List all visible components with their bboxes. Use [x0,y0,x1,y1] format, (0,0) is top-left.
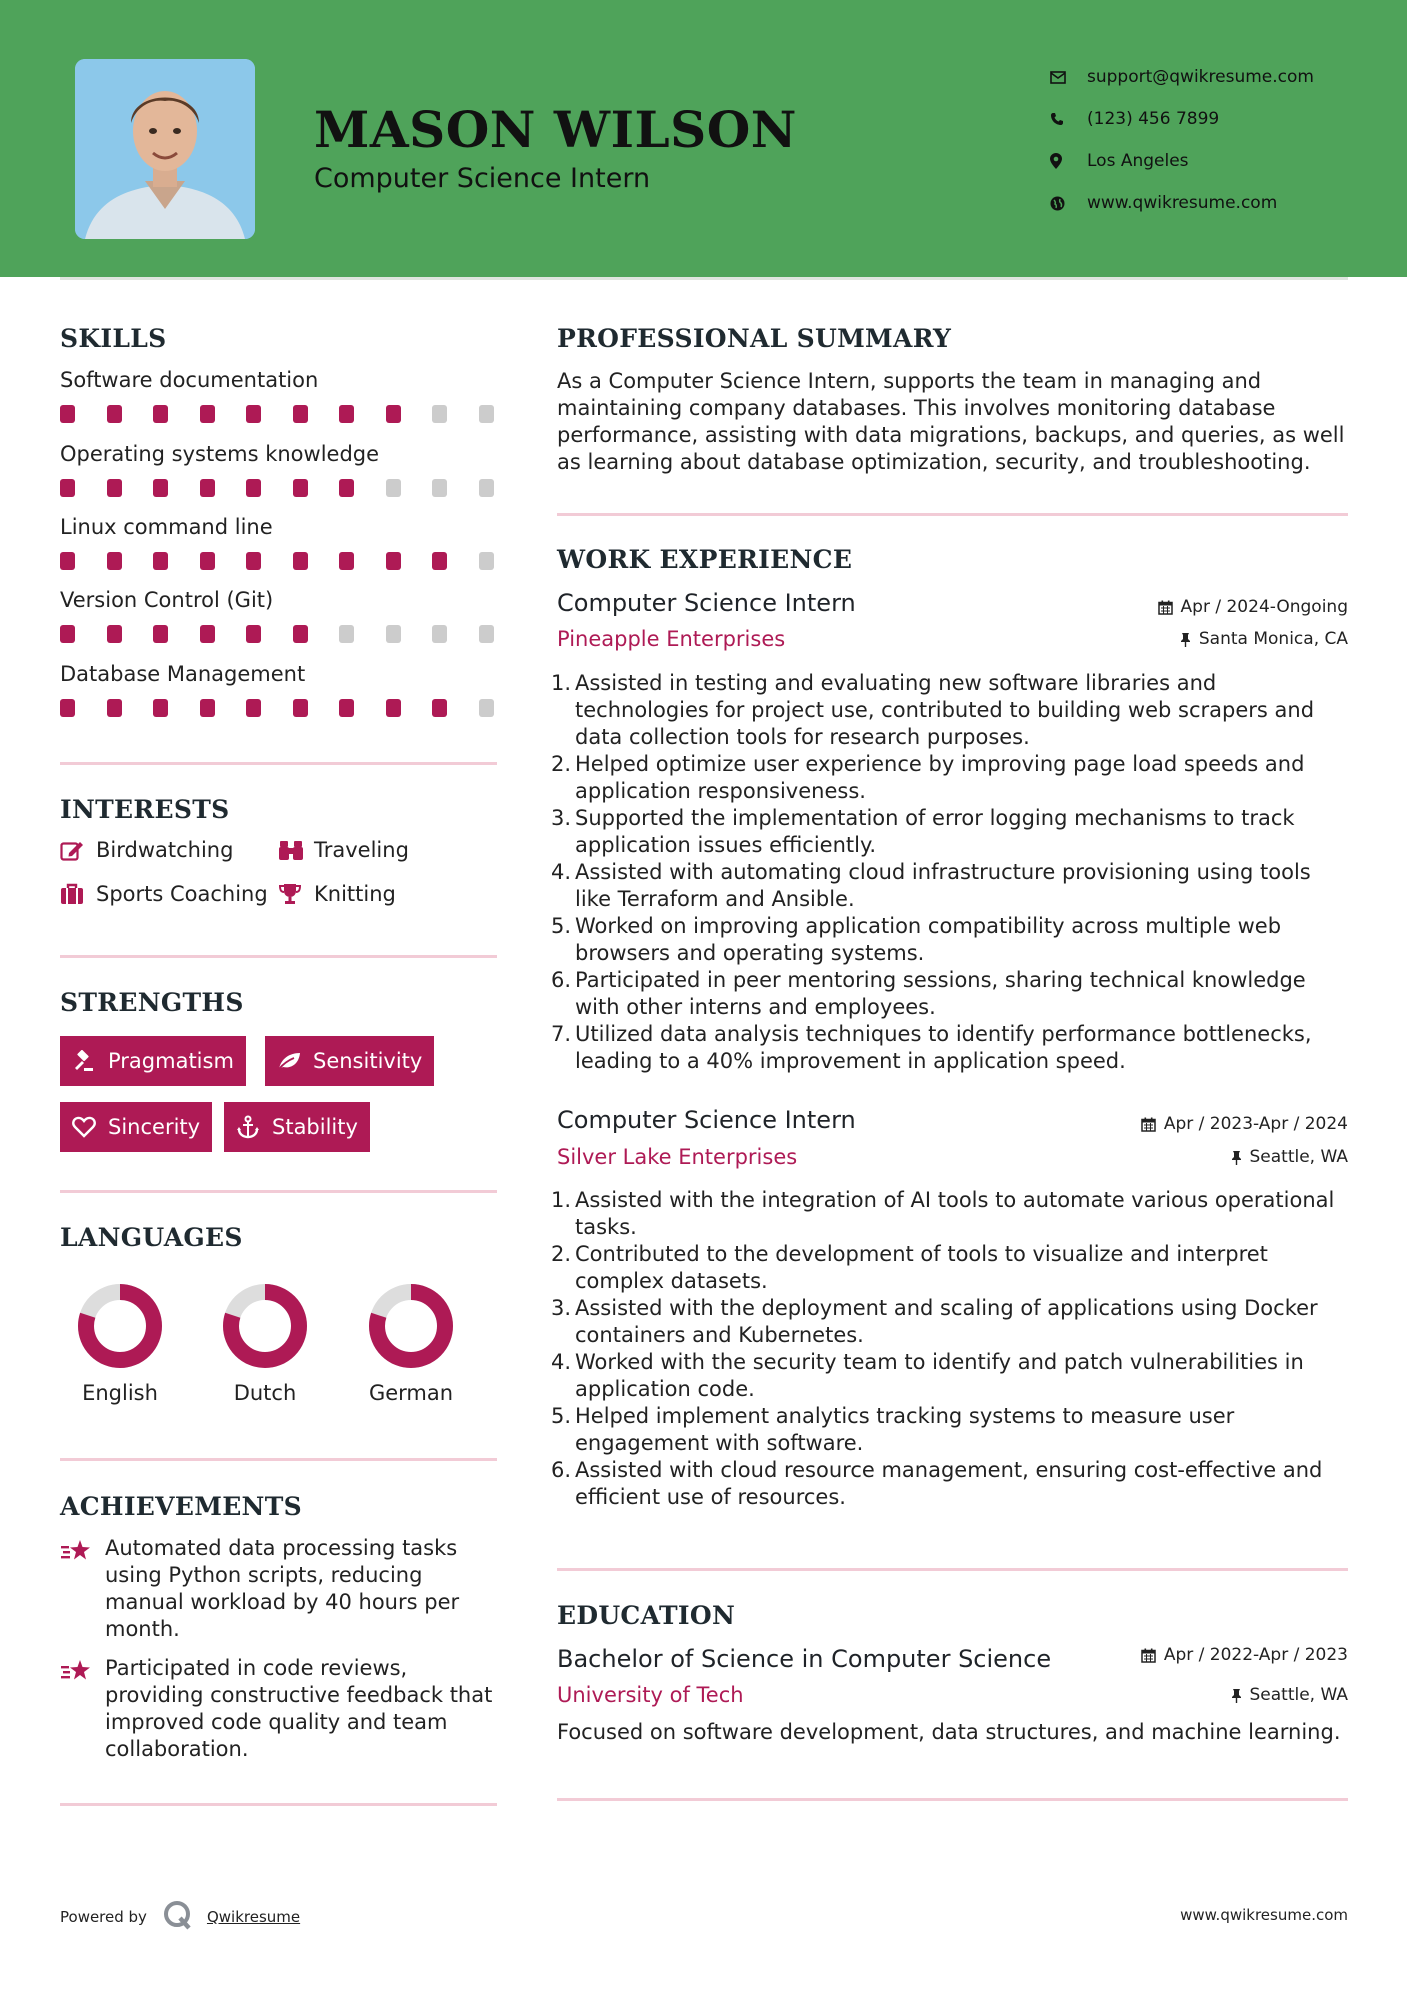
interest-item [278,882,396,906]
bullet-number: 2. [551,1242,572,1266]
map-pin-icon [1050,153,1087,169]
language-label: English [82,1381,158,1405]
skill-dot-filled [293,699,308,717]
leaf-icon [277,1051,313,1071]
interest-label: Sports Coaching [96,882,268,906]
calendar-icon [1141,1117,1156,1132]
strength-badge [265,1036,434,1086]
contact-email-text: support@qwikresume.com [1087,67,1314,87]
skill-dot-empty [479,405,494,423]
bullet-text: Assisted with the deployment and scaling of applications using Docker containers and Kubernetes. [575,1296,1318,1347]
skill-dot-empty [386,625,401,643]
bullet-number: 6. [551,968,572,992]
education-heading: EDUCATION [557,1601,736,1630]
job-bullet [551,1241,1351,1295]
skill-dot-filled [60,699,75,717]
job-location-text: Seattle, WA [1249,1147,1348,1167]
interest-label: Traveling [314,838,409,862]
bullet-text: Assisted with cloud resource management, ensuring cost-effective and efficient use of resources. [575,1458,1323,1509]
job-date-text: Apr / 2023-Apr / 2024 [1163,1114,1348,1134]
language-proficiency-ring [77,1283,163,1369]
language-proficiency-ring [368,1283,454,1369]
skill-rating [60,479,500,497]
pushpin-icon [1231,1150,1242,1165]
job-bullet [551,751,1351,805]
skill-dot-filled [200,625,215,643]
bullet-text: Helped implement analytics tracking systems to measure user engagement with software. [575,1404,1235,1455]
skill-dot-filled [60,405,75,423]
bullet-number: 6. [551,1458,572,1482]
skill-rating [60,405,500,423]
skill-dot-filled [246,405,261,423]
skill-dot-filled [293,625,308,643]
education-date-text: Apr / 2022-Apr / 2023 [1163,1645,1348,1665]
job-location-text: Santa Monica, CA [1198,629,1348,649]
bullet-text: Helped optimize user experience by improving page load speeds and application responsiveness. [575,752,1305,803]
job-bullet [551,967,1351,1021]
skill-label: Linux command line [60,515,273,539]
skill-dot-empty [432,479,447,497]
section-divider [60,1803,497,1806]
job-bullet [551,805,1351,859]
contact-list [1050,56,1314,224]
bullet-text: Worked with the security team to identify and patch vulnerabilities in application code. [575,1350,1304,1401]
bullet-text: Supported the implementation of error logging mechanisms to track application issues efficiently. [575,806,1295,857]
phone-icon [1050,112,1087,126]
skill-dot-filled [386,405,401,423]
skill-dot-filled [107,552,122,570]
skill-dot-filled [60,552,75,570]
job-title: Computer Science Intern [557,1106,856,1134]
job-bullet [551,1403,1351,1457]
heart-icon [72,1116,108,1138]
skill-dot-filled [153,479,168,497]
skill-dot-filled [339,479,354,497]
job-bullet [551,1021,1351,1075]
globe-icon [1050,196,1087,211]
strength-label: Stability [272,1115,358,1139]
skill-dot-filled [60,479,75,497]
skill-dot-filled [246,625,261,643]
education-location [1231,1685,1349,1705]
powered-by-text: Powered by [60,1908,147,1926]
company-name: Silver Lake Enterprises [557,1145,798,1169]
job-bullet [551,1349,1351,1403]
shooting-star-icon [60,1655,105,1763]
bullet-number: 1. [551,671,572,695]
strength-badge [60,1102,212,1152]
job-bullet [551,1295,1351,1349]
company-name: Pineapple Enterprises [557,627,786,651]
skill-dot-filled [200,552,215,570]
job-title: Computer Science Intern [557,589,856,617]
skill-label: Version Control (Git) [60,588,274,612]
skill-dot-filled [432,699,447,717]
summary-heading: PROFESSIONAL SUMMARY [557,324,952,353]
skill-dot-filled [293,405,308,423]
skill-dot-filled [386,552,401,570]
interest-label: Knitting [314,882,396,906]
bullet-number: 2. [551,752,572,776]
footer-website-link[interactable]: www.qwikresume.com [1180,1906,1348,1924]
strength-badge [60,1036,246,1086]
language-item [60,1283,180,1405]
qwikresume-link[interactable]: Qwikresume [206,1908,301,1926]
binoculars-icon [278,839,314,861]
job-location [1180,629,1348,649]
education-location-text: Seattle, WA [1249,1685,1348,1705]
bullet-number: 1. [551,1188,572,1212]
skill-dot-empty [479,552,494,570]
skill-label: Software documentation [60,368,319,392]
skill-dot-filled [107,699,122,717]
skill-dot-filled [246,699,261,717]
job-bullet [551,1187,1351,1241]
job-bullet [551,1457,1351,1511]
bullet-number: 3. [551,1296,572,1320]
skill-dot-filled [339,405,354,423]
education-description: Focused on software development, data structures, and machine learning. [557,1720,1341,1744]
school-name: University of Tech [557,1683,744,1707]
bullet-text: Participated in peer mentoring sessions, sharing technical knowledge with other interns and employees. [575,968,1306,1019]
person-portrait-icon [75,59,255,239]
skill-dot-filled [200,699,215,717]
profile-photo [75,59,255,239]
skill-dot-empty [386,479,401,497]
job-bullet-list [551,1187,1351,1511]
skill-rating [60,625,500,643]
contact-location-text: Los Angeles [1087,151,1189,171]
skill-dot-filled [107,479,122,497]
trophy-icon [278,883,314,905]
achievements-heading: ACHIEVEMENTS [60,1492,302,1521]
experience-heading: WORK EXPERIENCE [557,545,853,574]
job-bullet-list [551,670,1351,1075]
summary-text: As a Computer Science Intern, supports the team in managing and maintaining company databases. This involves monitoring database performance, assisting with data migrations, backups, and queries, as well as learning about database optimization, security, and troubleshooting. [557,369,1345,474]
bullet-text: Utilized data analysis techniques to identify performance bottlenecks, leading to a 40% improvement in application speed. [575,1022,1312,1073]
bullet-number: 3. [551,806,572,830]
job-date [1141,1114,1348,1134]
skill-dot-empty [479,625,494,643]
job-date-text: Apr / 2024-Ongoing [1180,597,1348,617]
contact-website[interactable] [1050,182,1314,224]
skill-dot-filled [107,405,122,423]
skill-dot-empty [339,625,354,643]
contact-phone[interactable] [1050,98,1314,140]
strengths-heading: STRENGTHS [60,988,244,1017]
skill-dot-filled [153,552,168,570]
calendar-icon [1141,1648,1156,1663]
interest-item [60,882,268,906]
skill-rating [60,699,500,717]
skill-dot-filled [339,552,354,570]
skill-label: Operating systems knowledge [60,442,380,466]
skill-dot-filled [432,552,447,570]
strength-label: Sensitivity [313,1049,423,1073]
bullet-text: Assisted in testing and evaluating new software libraries and technologies for project use, contributed to building web scrapers and data collection tools for research purposes. [575,671,1315,749]
section-divider [557,513,1348,516]
bullet-number: 7. [551,1022,572,1046]
skill-dot-filled [339,699,354,717]
bullet-number: 5. [551,1404,572,1428]
achievement-text: Automated data processing tasks using Python scripts, reducing manual workload by 40 hours per month. [105,1536,460,1641]
achievement-text: Participated in code reviews, providing constructive feedback that improved code quality and team collaboration. [105,1656,493,1761]
skill-dot-filled [386,699,401,717]
interest-item [278,838,409,862]
contact-email[interactable] [1050,56,1314,98]
skill-dot-filled [293,552,308,570]
pushpin-icon [1231,1688,1242,1703]
section-divider [60,1458,497,1461]
footer-powered-by [60,1900,300,1934]
skill-rating [60,552,500,570]
skill-dot-filled [200,479,215,497]
section-divider [60,762,497,765]
calendar-icon [1158,600,1173,615]
achievement-item [60,1655,500,1763]
gavel-icon [72,1050,108,1072]
qwikresume-logo-icon [163,1900,193,1934]
skill-dot-filled [200,405,215,423]
shooting-star-icon [60,1535,105,1643]
languages-heading: LANGUAGES [60,1223,243,1252]
achievement-item [60,1535,500,1643]
resume-header [0,0,1407,277]
pushpin-icon [1180,632,1191,647]
job-date [1158,597,1348,617]
bullet-text: Contributed to the development of tools to visualize and interpret complex datasets. [575,1242,1268,1293]
section-divider [557,1798,1348,1801]
skill-dot-filled [246,479,261,497]
contact-phone-text: (123) 456 7899 [1087,109,1220,129]
skill-dot-empty [479,479,494,497]
strength-badge [224,1102,370,1152]
language-label: German [368,1381,454,1405]
interests-heading: INTERESTS [60,795,230,824]
job-bullet [551,859,1351,913]
skill-dot-filled [293,479,308,497]
briefcase-icon [60,883,96,905]
language-item [351,1283,471,1405]
envelope-icon [1050,71,1087,84]
skill-label: Database Management [60,662,306,686]
skill-dot-filled [153,625,168,643]
bullet-number: 4. [551,1350,572,1374]
interest-item [60,838,233,862]
education-date [1141,1645,1348,1665]
bullet-text: Assisted with the integration of AI tools to automate various operational tasks. [575,1188,1335,1239]
skill-dot-empty [479,699,494,717]
anchor-icon [236,1115,272,1139]
interest-label: Birdwatching [96,838,234,862]
degree-title: Bachelor of Science in Computer Science [557,1645,1052,1673]
language-proficiency-ring [222,1283,308,1369]
job-bullet [551,913,1351,967]
strength-label: Sincerity [108,1115,201,1139]
section-divider [60,1190,497,1193]
candidate-role: Computer Science Intern [314,163,651,194]
skill-dot-empty [432,405,447,423]
skill-dot-filled [107,625,122,643]
candidate-name: MASON WILSON [314,100,797,159]
skill-dot-filled [60,625,75,643]
skill-dot-empty [432,625,447,643]
bullet-number: 4. [551,860,572,884]
contact-website-text: www.qwikresume.com [1087,193,1278,213]
bullet-text: Assisted with automating cloud infrastructure provisioning using tools like Terraform and Ansible. [575,860,1311,911]
job-bullet [551,670,1351,751]
strength-label: Pragmatism [108,1049,234,1073]
skill-dot-filled [153,699,168,717]
language-label: Dutch [233,1381,297,1405]
section-divider [557,1568,1348,1571]
contact-location [1050,140,1314,182]
job-location [1231,1147,1349,1167]
skills-heading: SKILLS [60,324,167,353]
edit-icon [60,839,96,861]
skill-dot-filled [153,405,168,423]
bullet-number: 5. [551,914,572,938]
section-divider [60,955,497,958]
language-item [205,1283,325,1405]
header-divider [60,277,1348,280]
bullet-text: Worked on improving application compatibility across multiple web browsers and operating systems. [575,914,1282,965]
skill-dot-filled [246,552,261,570]
